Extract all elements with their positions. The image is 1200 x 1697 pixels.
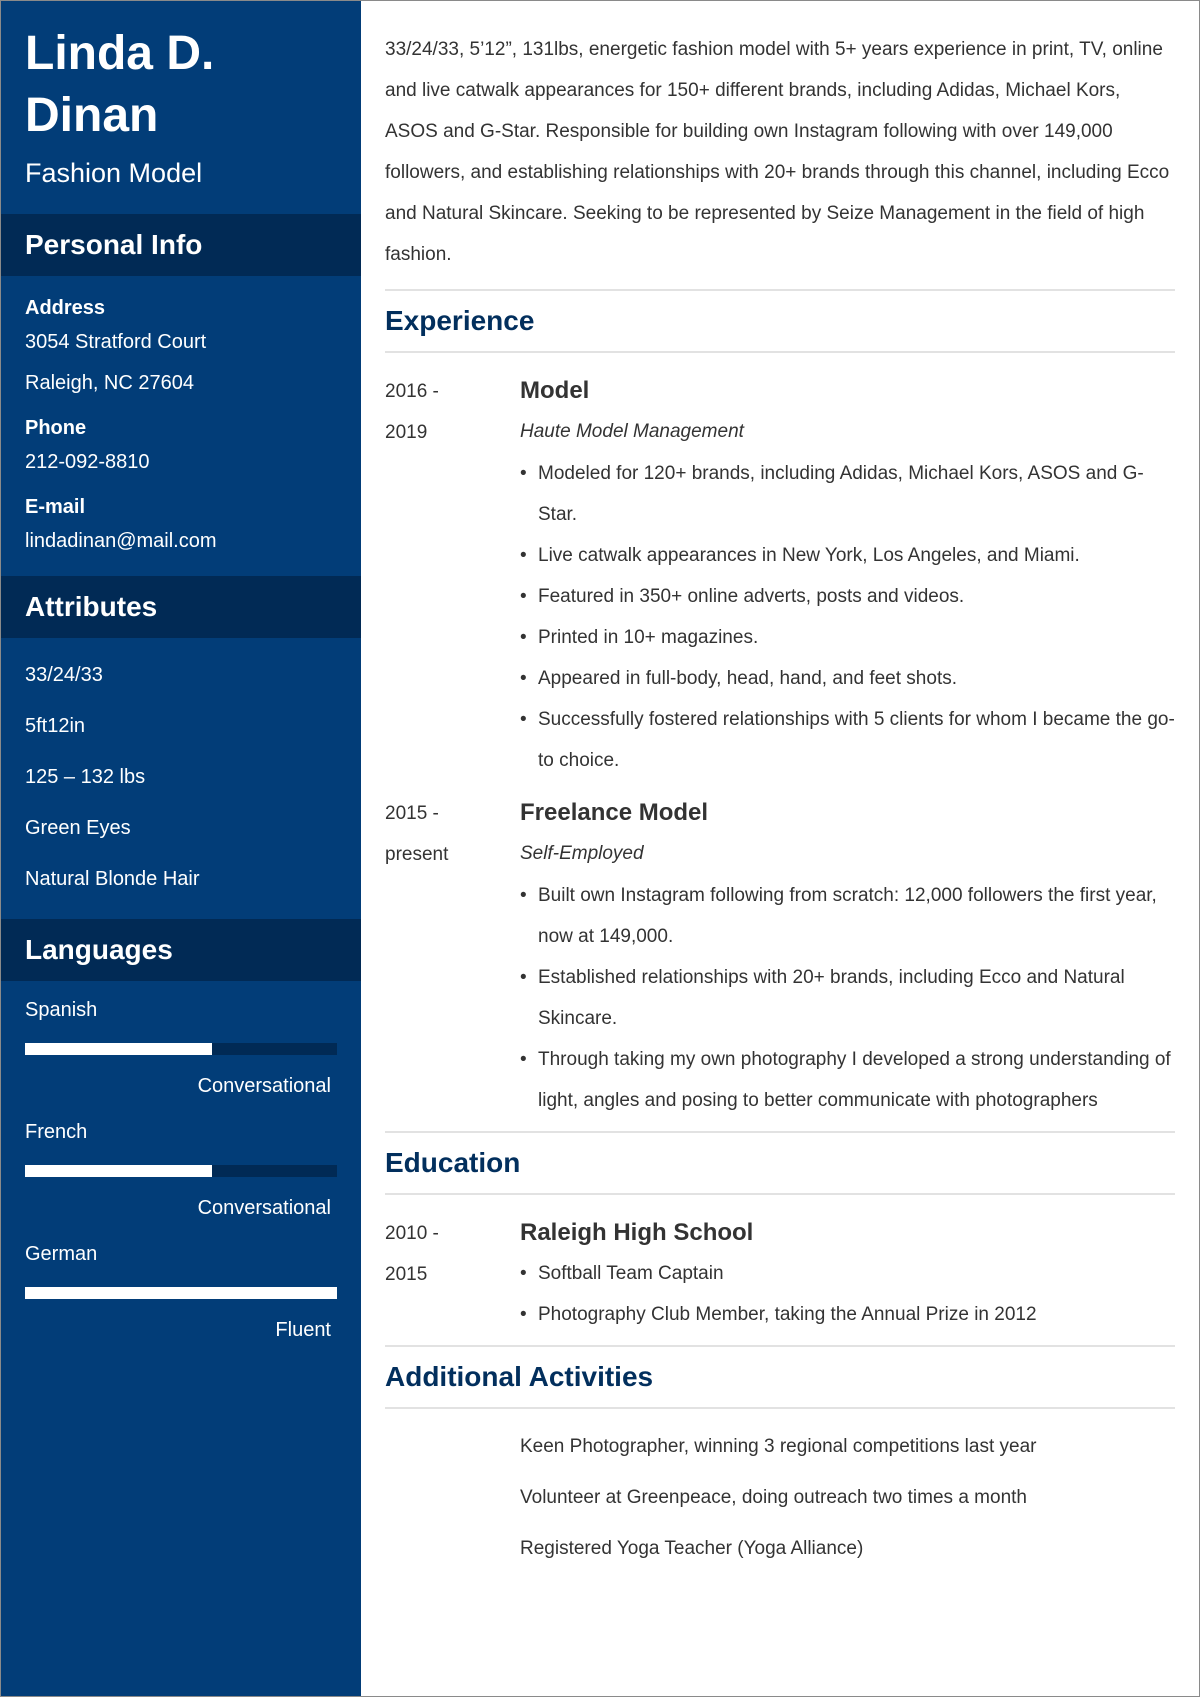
language-proficiency-bar bbox=[25, 1043, 337, 1055]
email-label: E-mail bbox=[25, 496, 86, 518]
language-proficiency-bar bbox=[25, 1165, 337, 1177]
bullet-item: • Successfully fostered relationships with 5 clients for whom I became the go-to choice. bbox=[520, 699, 1175, 781]
education-highlights bbox=[520, 1253, 1175, 1335]
activities-section bbox=[385, 1345, 1175, 1574]
address-label: Address bbox=[25, 297, 106, 319]
bullet-item: • Built own Instagram following from scratch: 12,000 followers the first year, now at 149,000. bbox=[520, 875, 1175, 957]
date-start: 2010 - bbox=[385, 1223, 439, 1244]
section-title-experience: Experience bbox=[385, 291, 1175, 353]
bullet-item: • Live catwalk appearances in New York, Los Angeles, and Miami. bbox=[520, 535, 1175, 576]
personal-info-heading: Personal Info bbox=[1, 214, 361, 276]
language-proficiency-fill bbox=[25, 1287, 337, 1299]
phone-label: Phone bbox=[25, 417, 87, 439]
bullet-item: • Softball Team Captain bbox=[520, 1253, 1175, 1294]
attribute-item: Natural Blonde Hair bbox=[25, 868, 200, 890]
phone-value: 212-092-8810 bbox=[25, 451, 150, 473]
job-position: Model bbox=[520, 377, 590, 404]
experience-section bbox=[385, 289, 1175, 1131]
candidate-name bbox=[1, 1, 361, 147]
employer: Self-Employed bbox=[520, 843, 644, 864]
date-end: 2015 bbox=[385, 1264, 428, 1285]
language-name: German bbox=[25, 1243, 98, 1265]
language-level: Conversational bbox=[197, 1197, 331, 1219]
sidebar bbox=[1, 1, 361, 1696]
activity-item: Volunteer at Greenpeace, doing outreach two times a month bbox=[520, 1487, 1027, 1508]
section-title-activities: Additional Activities bbox=[385, 1347, 1175, 1409]
job-title: Fashion Model bbox=[25, 158, 203, 188]
main-content bbox=[361, 1, 1199, 1696]
attribute-item: Green Eyes bbox=[25, 817, 131, 839]
language-proficiency-fill bbox=[25, 1043, 212, 1055]
profile-summary: 33/24/33, 5’12”, 131lbs, energetic fashion model with 5+ years experience in print, TV, online and live catwalk appearances for 150+ different brands, including Adidas, Michael Kors, ASOS and G-Star. Responsible for building own Instagram following with over 149,000 followers, and establishing relationships with 20+ brands through this channel, including Ecco and Natural Skincare. Seeking to be represented by Seize Management in the field of high fashion. bbox=[385, 39, 1170, 265]
activity-item: Keen Photographer, winning 3 regional competitions last year bbox=[520, 1436, 1037, 1457]
language-level: Conversational bbox=[197, 1075, 331, 1097]
entry-body bbox=[520, 1213, 1175, 1335]
attribute-item: 5ft12in bbox=[25, 715, 86, 737]
school-name: Raleigh High School bbox=[520, 1219, 754, 1246]
section-title-education: Education bbox=[385, 1133, 1175, 1195]
entry-dates bbox=[385, 793, 520, 1121]
entry-body bbox=[520, 371, 1175, 781]
language-level: Fluent bbox=[275, 1319, 331, 1341]
language-item bbox=[25, 1239, 337, 1345]
entry-dates bbox=[385, 1213, 520, 1335]
date-end: present bbox=[385, 844, 449, 865]
job-position: Freelance Model bbox=[520, 799, 709, 826]
bullet-item: • Featured in 350+ online adverts, posts and videos. bbox=[520, 576, 1175, 617]
language-proficiency-fill bbox=[25, 1165, 212, 1177]
address-line-1: 3054 Stratford Court bbox=[25, 331, 207, 353]
date-end: 2019 bbox=[385, 422, 428, 443]
attributes-heading: Attributes bbox=[1, 576, 361, 638]
language-item bbox=[25, 995, 337, 1101]
responsibilities-list bbox=[520, 453, 1175, 781]
education-entry bbox=[385, 1195, 1175, 1345]
date-start: 2015 - bbox=[385, 803, 439, 824]
personal-info bbox=[1, 276, 361, 576]
language-item bbox=[25, 1117, 337, 1223]
date-start: 2016 - bbox=[385, 381, 439, 402]
bullet-item: • Printed in 10+ magazines. bbox=[520, 617, 1175, 658]
bullet-item: • Appeared in full-body, head, hand, and feet shots. bbox=[520, 658, 1175, 699]
attributes-list bbox=[1, 638, 361, 919]
experience-entry bbox=[385, 781, 1175, 1131]
language-proficiency-bar bbox=[25, 1287, 337, 1299]
languages-list bbox=[1, 981, 361, 1345]
responsibilities-list bbox=[520, 875, 1175, 1121]
email-value: lindadinan@mail.com bbox=[25, 530, 217, 552]
address-line-2: Raleigh, NC 27604 bbox=[25, 372, 194, 394]
experience-entry bbox=[385, 353, 1175, 781]
activity-item: Registered Yoga Teacher (Yoga Alliance) bbox=[520, 1538, 864, 1559]
attribute-item: 125 – 132 lbs bbox=[25, 766, 146, 788]
bullet-item: • Through taking my own photography I developed a strong understanding of light, angles and posing to better communicate with photographers bbox=[520, 1039, 1175, 1121]
entry-body bbox=[520, 793, 1175, 1121]
bullet-item: • Established relationships with 20+ brands, including Ecco and Natural Skincare. bbox=[520, 957, 1175, 1039]
attribute-item: 33/24/33 bbox=[25, 664, 103, 686]
language-name: Spanish bbox=[25, 999, 98, 1021]
employer: Haute Model Management bbox=[520, 421, 744, 442]
bullet-item: • Photography Club Member, taking the Annual Prize in 2012 bbox=[520, 1294, 1175, 1335]
education-section bbox=[385, 1131, 1175, 1345]
bullet-item: • Modeled for 120+ brands, including Adidas, Michael Kors, ASOS and G-Star. bbox=[520, 453, 1175, 535]
languages-heading: Languages bbox=[1, 919, 361, 981]
name-line-2: Dinan bbox=[25, 89, 159, 142]
language-name: French bbox=[25, 1121, 88, 1143]
activities-list bbox=[385, 1409, 1175, 1574]
name-line-1: Linda D. bbox=[25, 27, 215, 80]
entry-dates bbox=[385, 371, 520, 781]
